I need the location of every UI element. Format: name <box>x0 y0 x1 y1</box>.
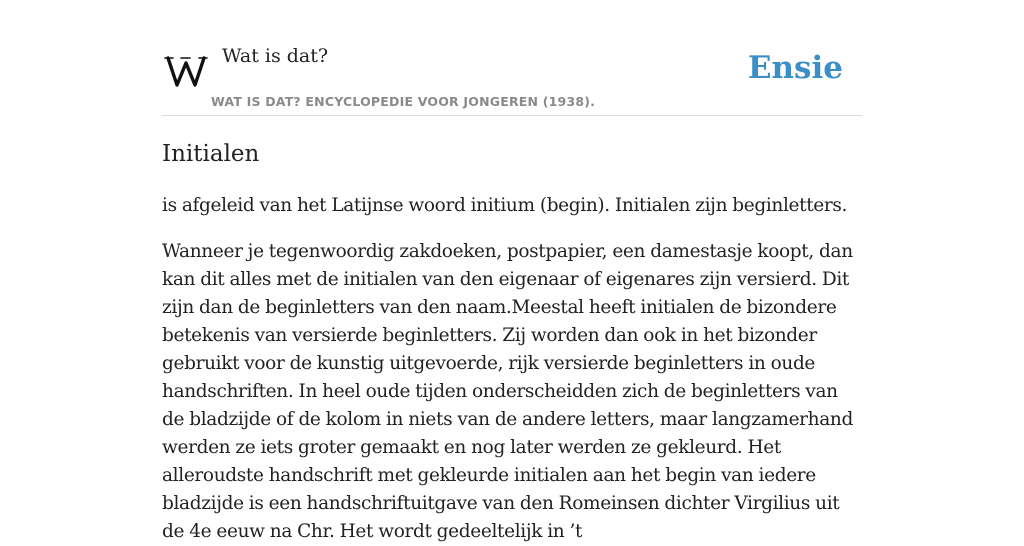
article-paragraph: is afgeleid van het Latijnse woord initium (begin). Initialen zijn beginletters. <box>162 195 848 216</box>
site-title[interactable]: Wat is dat? <box>222 45 329 67</box>
site-subtitle: WAT IS DAT? ENCYCLOPEDIE VOOR JONGEREN (1938). <box>211 94 596 109</box>
article <box>162 138 862 546</box>
article-paragraph: Wanneer je tegenwoordig zakdoeken, postpapier, een damestasje koopt, dan kan dit alles met de initialen van den eigenaar of eigenares zijn versierd. Dit zijn dan de beginletters van den naam.Meestal heeft initialen de bizondere betekenis van versierde beginletters. Zij worden dan ook in het bizonder gebruikt voor de kunstig uitgevoerde, rijk versierde beginletters in oude handschriften. In heel oude tijden onderscheidden zich de beginletters van de bladzijde of de kolom in niets van de andere letters, maar langzamerhand werden ze iets groter gemaakt en nog later werden ze gekleurd. Het alleroudste handschrift met gekleurde initialen aan het begin van iedere bladzijde is een handschriftuitgave van den Romeinsen dichter Virgilius uit de 4e eeuw na Chr. Het wordt gedeeltelijk in ’t <box>162 241 853 542</box>
brand-logo-link[interactable]: Ensie <box>747 50 843 86</box>
article-title: Initialen <box>162 141 260 167</box>
site-header <box>162 40 862 116</box>
wikipedia-w-icon[interactable] <box>164 50 208 90</box>
